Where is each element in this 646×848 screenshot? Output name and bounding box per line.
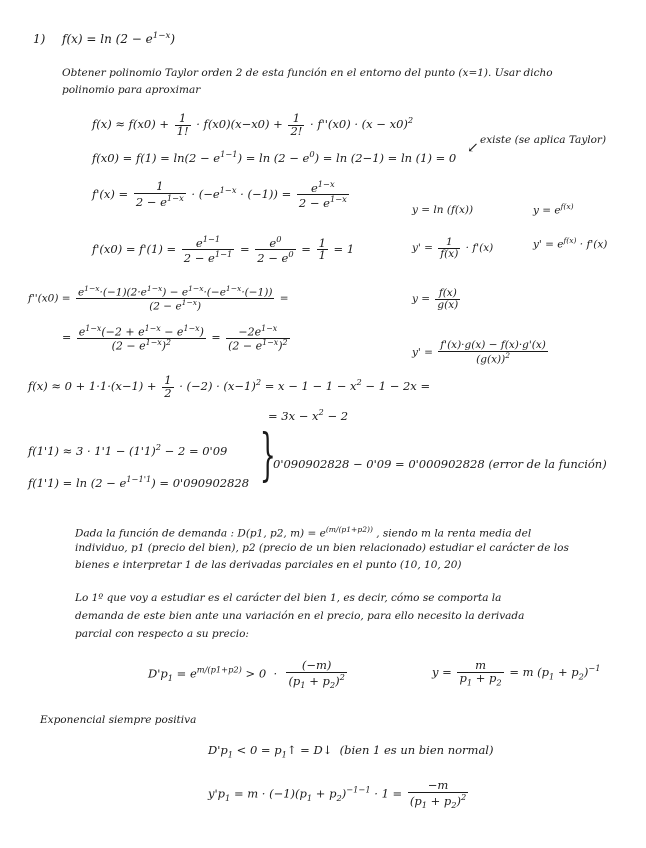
f-second-x0: f''(x0) = $\frac{e^{1-x}\cdot(-1)(2\cdot e^{1-x}) - e^{1-x}\cdot(-e^{1-x}\cdot(-1))}{(2 - e^{1-x})}$ = — [28, 284, 289, 313]
right-brace: } — [259, 423, 276, 488]
rule-exp-derivative: $y' = e^{f(x)} \cdot f'(x)$ — [533, 236, 608, 251]
taylor-polynomial-result: = $3x - x^2 - 2$ — [268, 407, 349, 423]
y-definition: y = $\frac{m}{p_1 + p_2}$ = m $(p_1 + p_2)^{-1}$ — [432, 658, 601, 687]
demand-line-2: individuo, p1 (precio del bien), p2 (precio de un bien relacionado) estudiar el carácter de los — [75, 542, 569, 554]
rule-ln: y = ln (f(x)) — [412, 204, 474, 216]
error-computation: 0'090902828 − 0'09 = 0'000902828 (error de la función) — [273, 457, 607, 471]
paragraph-line-2: demanda de este bien ante una variación en el precio, para ello necesito la derivada — [75, 610, 525, 622]
rule-quotient: y = $\frac{f(x)}{g(x)}$ — [412, 287, 459, 311]
rule-quotient-derivative: y' = $\frac{f'(x)\cdot g(x) - f(x)\cdot g'(x)}{(g(x))^2}$ — [412, 339, 546, 365]
demand-line-3: bienes e interpretar 1 de las derivadas parciales en el punto (10, 10, 20) — [75, 559, 462, 571]
f-second-simplified: = $\frac{e^{1-x}(-2 + e^{1-x} - e^{1-x})}{(2 - e^{1-x})^2}$ = $\frac{-2e^{1-x}}{(2 - e^{1-x})^2}$ — [62, 324, 288, 353]
instruction-line-2: polinomio para aproximar — [62, 84, 201, 96]
f-prime-x0: f'(x0) = f'(1) = $\frac{e^{1-1}}{2 - e^{1-1}}$ = $\frac{e^0}{2 - e^0}$ = $\frac{1}{1}$ = 1 — [92, 234, 355, 266]
instruction-line-1: Obtener polinomio Taylor orden 2 de esta función en el entorno del punto (x=1). Usar dicho — [62, 67, 553, 79]
paragraph-line-1: Lo 1º que voy a estudiar es el carácter del bien 1, es decir, cómo se comporta la — [75, 592, 502, 604]
exponential-note: Exponencial siempre positiva — [40, 714, 197, 726]
arrow-icon: ↙ — [467, 140, 479, 156]
exact-value: $f(1'1) = \ln (2 - e^{1-1'1}) = 0'090902828$ — [28, 474, 250, 490]
taylor-polynomial: f(x) ≈ 0 + 1·1·(x−1) + $\frac{1}{2}$ · $(-2) \cdot (x-1)^2 = x - 1 - 1 - x^2 - 1 - 2x$ = — [28, 373, 431, 400]
f-x0-evaluation: $f(x0) = f(1) = \ln(2 - e^{1-1}) = \ln (2 - e^0) = \ln (2-1) = \ln (1) = 0$ — [92, 149, 457, 165]
approximation: $f(1'1) \approx 3 \cdot 1'1 - (1'1)^2 - 2 = 0'09$ — [28, 442, 228, 458]
taylor-formula: f(x) ≈ f(x0) + $\frac{1}{1!}$ · f(x0)(x−x0) + $\frac{1}{2!}$ · $f''(x0) \cdot (x - x0)^2$ — [92, 111, 414, 138]
paragraph-line-3: parcial con respecto a su precio: — [75, 628, 249, 640]
problem-number-label: 1) — [33, 32, 46, 46]
f-prime-x: f'(x) = $\frac{1}{2 - e^{1-x}}$ · $(-e^{1-x} \cdot (-1))$ = $\frac{e^{1-x}}{2 - e^{1-x}}$ — [92, 179, 347, 211]
problem-function: $f(x) = \ln (2 - e^{1-x})$ — [62, 31, 176, 46]
rule-exp: $y = e^{f(x)}$ — [533, 202, 574, 217]
demand-line-1: Dada la función de demanda : D(p1, p2, $m) = e^{(m/(p1+p2))}$ , siendo m la renta media del — [75, 525, 532, 540]
rule-ln-derivative: y' = $\frac{1}{f(x)}$ · f'(x) — [412, 236, 494, 260]
partial-derivative-d-p1: $D'p_1 = e^{m/(p1+p2)} > 0$ · $\frac{(-m)}{(p_1 + p_2)^2}$ — [148, 658, 345, 690]
normal-good-conclusion: $D'p_1 < 0$ = $p_1↑$ = D↓ (bien 1 es un bien normal) — [208, 743, 494, 760]
note-exists: existe (se aplica Taylor) — [480, 134, 607, 146]
problem-number — [33, 33, 45, 45]
y-prime-p1: $y'p_1 = m \cdot (-1)(p_1 + p_2)^{-1-1} \cdot 1$ = $\frac{-m}{(p_1 + p_2)^2}$ — [208, 778, 467, 810]
